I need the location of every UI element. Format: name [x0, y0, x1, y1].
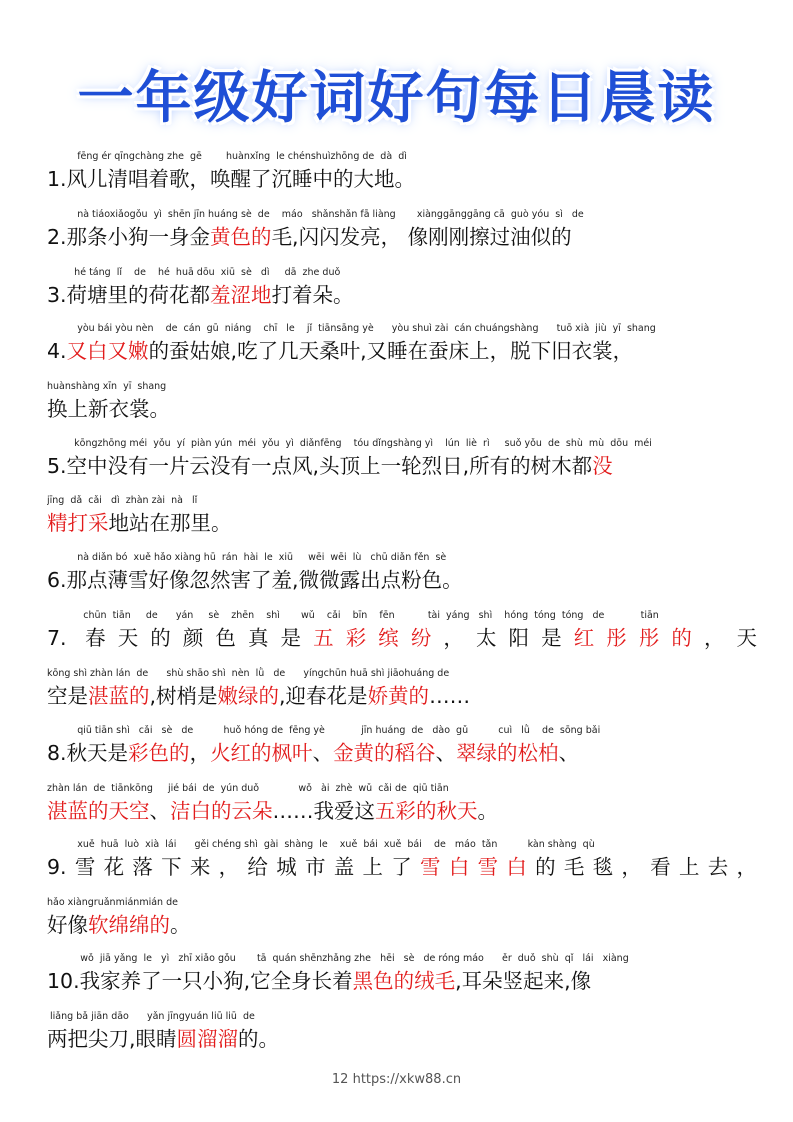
highlighted-word: 娇黄的: [367, 684, 430, 708]
text-segment: 两把尖刀,眼睛: [47, 1027, 177, 1051]
highlighted-word: 又白又嫩: [66, 339, 149, 363]
pinyin-annotation: zhàn lán de tiānkōng jié bái de yún duǒ wǒ ài zhè wǔ cǎi de qiū tiān: [47, 783, 449, 794]
pinyin-annotation: nà diǎn bó xuě hǎo xiàng hū rán hài le xiū wēi wēi lù chū diǎn fěn sè: [47, 552, 447, 563]
text-segment: 。: [170, 913, 191, 937]
highlighted-word: 翠绿的松柏: [456, 741, 559, 765]
text-segment: 9.雪花落下来，给城市盖上了: [47, 855, 421, 879]
highlighted-word: 黄色的: [210, 225, 272, 249]
page-footer: 12 https://xkw88.cn: [331, 1072, 462, 1087]
pinyin-annotation: yòu bái yòu nèn de cán gū niáng chī le jǐ tiānsāng yè yòu shuì zài cán chuángshàng tuō xià jiù yī shang: [47, 323, 656, 334]
text-segment: ……: [429, 684, 471, 708]
text-segment: ，: [189, 741, 211, 765]
sentence-line: [47, 266, 757, 312]
text-segment: 的毛毯，看上去，: [535, 855, 757, 879]
highlighted-word: 没: [592, 454, 613, 478]
pinyin-annotation: wǒ jiā yǎng le yì zhī xiǎo gǒu tā quán shēnzhǎng zhe hēi sè de róng máo ěr duǒ shù qǐ lái xiàng: [47, 953, 629, 964]
text-segment: 地站在那里。: [108, 511, 232, 535]
pinyin-annotation: xuě huā luò xià lái gěi chéng shì gài shàng le xuě bái xuě bái de máo tǎn kàn shàng qù: [47, 839, 595, 850]
text-segment: 的。: [238, 1027, 280, 1051]
text-segment: 4.: [47, 339, 67, 363]
page-title: 一年级好词好句每日晨读: [77, 66, 716, 131]
sentence-line: [47, 724, 757, 770]
highlighted-word: 火红的枫叶: [210, 741, 313, 765]
sentence-line: [47, 782, 757, 828]
sentence-line: [47, 150, 757, 196]
pinyin-annotation: huànshàng xīn yī shang: [47, 381, 167, 392]
sentence-line: [47, 208, 757, 254]
sentence-text: [47, 1024, 757, 1054]
text-segment: 6.那点薄雪好像忽然害了羞,微微露出点粉色。: [47, 568, 463, 592]
highlighted-word: 金黄的稻谷: [333, 741, 436, 765]
pinyin-annotation: hé táng lǐ de hé huā dōu xiū sè dì dā zhe duǒ: [47, 267, 341, 278]
text-segment: ,树梢是: [149, 684, 218, 708]
text-segment: ,耳朵竖起来,像: [455, 969, 592, 993]
highlighted-word: 嫩绿的: [217, 684, 280, 708]
pinyin-annotation: kōng shì zhàn lán de shù shāo shì nèn lǜ de yíngchūn huā shì jiāohuáng de: [47, 668, 450, 679]
sentence-line: [47, 322, 757, 368]
text-segment: 毛,闪闪发亮， 像刚刚擦过油似的: [271, 225, 572, 249]
highlighted-word: 黑色的绒毛: [352, 969, 456, 993]
highlighted-word: 湛蓝的: [88, 684, 150, 708]
pinyin-annotation: chūn tiān de yán sè zhēn shì wǔ cǎi bīn fēn tài yáng shì hóng tóng tóng de tiān: [47, 610, 659, 621]
sentence-line: [47, 437, 757, 483]
sentence-text: [47, 796, 757, 826]
highlighted-word: 洁白的云朵: [170, 799, 273, 823]
sentence-text: [47, 565, 757, 595]
text-segment: ，太阳是: [443, 626, 574, 650]
highlighted-word: 湛蓝的天空: [47, 799, 150, 823]
sentence-line: [47, 667, 757, 713]
sentence-text: [47, 623, 757, 653]
text-segment: 10.我家养了一只小狗,它全身长着: [47, 969, 353, 993]
sentence-line: [47, 896, 757, 942]
highlighted-word: 软绵绵的: [88, 913, 170, 937]
text-segment: 空是: [47, 684, 88, 708]
highlighted-word: 精打采: [47, 511, 109, 535]
pinyin-annotation: liǎng bǎ jiān dāo yǎn jīngyuán liū liū de: [47, 1011, 255, 1022]
text-segment: ……我爱这: [272, 799, 375, 823]
sentence-text: [47, 508, 757, 538]
sentence-text: [47, 451, 757, 481]
text-segment: ,迎春花是: [279, 684, 368, 708]
text-segment: 换上新衣裳。: [47, 397, 170, 421]
pinyin-annotation: qiū tiān shì cǎi sè de huǒ hóng de fēng yè jīn huáng de dào gǔ cuì lǜ de sōng bǎi: [47, 725, 601, 736]
sentence-text: [47, 852, 757, 882]
text-segment: ，天: [703, 626, 757, 650]
pinyin-annotation: jīng dǎ cǎi dì zhàn zài nà lǐ: [47, 495, 198, 506]
highlighted-word: 五彩的秋天: [375, 799, 478, 823]
text-segment: 8.秋天是: [47, 741, 129, 765]
sentence-text: [47, 394, 757, 424]
text-segment: 1.风儿清唱着歌，唤醒了沉睡中的大地。: [47, 167, 416, 191]
sentence-text: [47, 681, 757, 711]
text-segment: 7. 春天的颜色真是: [47, 626, 314, 650]
sentence-line: [47, 551, 757, 597]
sentence-line: [47, 380, 757, 426]
highlighted-word: 圆溜溜: [176, 1027, 239, 1051]
highlighted-word: 五彩缤纷: [313, 626, 444, 650]
text-segment: 好像: [47, 913, 88, 937]
sentence-line: [47, 1010, 757, 1056]
sentence-text: [47, 966, 757, 996]
sentence-text: [47, 164, 757, 194]
sentence-text: [47, 910, 757, 940]
pinyin-annotation: kōngzhōng méi yǒu yí piàn yún méi yǒu yì diǎnfēng tóu dǐngshàng yì lún liè rì suǒ yǒu de shù mù dōu méi: [47, 438, 652, 449]
highlighted-word: 雪白雪白: [420, 855, 536, 879]
sentence-text: [47, 222, 757, 252]
sentence-text: [47, 280, 757, 310]
sentence-line: [47, 609, 757, 655]
highlighted-word: 羞涩地: [210, 283, 272, 307]
sentence-line: [47, 952, 757, 998]
pinyin-annotation: fēng ér qīngchàng zhe gē huànxǐng le chénshuìzhōng de dà dì: [47, 151, 407, 162]
highlighted-word: 红彤彤的: [573, 626, 704, 650]
sentence-line: [47, 494, 757, 540]
text-segment: 、: [435, 741, 457, 765]
pinyin-annotation: nà tiáoxiǎogǒu yì shēn jīn huáng sè de máo shǎnshǎn fā liàng xiànggānggāng cā guò yóu sì de: [47, 209, 584, 220]
text-segment: 5.空中没有一片云没有一点风,头顶上一轮烈日,所有的树木都: [47, 454, 593, 478]
sentence-line: [47, 838, 757, 884]
text-segment: 。: [477, 799, 498, 823]
text-segment: 的蚕姑娘,吃了几天桑叶,又睡在蚕床上，脱下旧衣裳，: [148, 339, 634, 363]
text-segment: 3.荷塘里的荷花都: [47, 283, 211, 307]
text-segment: 2.那条小狗一身金: [47, 225, 211, 249]
pinyin-annotation: hǎo xiàngruǎnmiánmián de: [47, 897, 178, 908]
sentence-text: [47, 336, 757, 366]
text-segment: 打着朵。: [271, 283, 354, 307]
text-segment: 、: [149, 799, 170, 823]
text-segment: 、: [312, 741, 334, 765]
text-segment: 、: [558, 741, 580, 765]
sentence-text: [47, 738, 757, 768]
highlighted-word: 彩色的: [128, 741, 190, 765]
